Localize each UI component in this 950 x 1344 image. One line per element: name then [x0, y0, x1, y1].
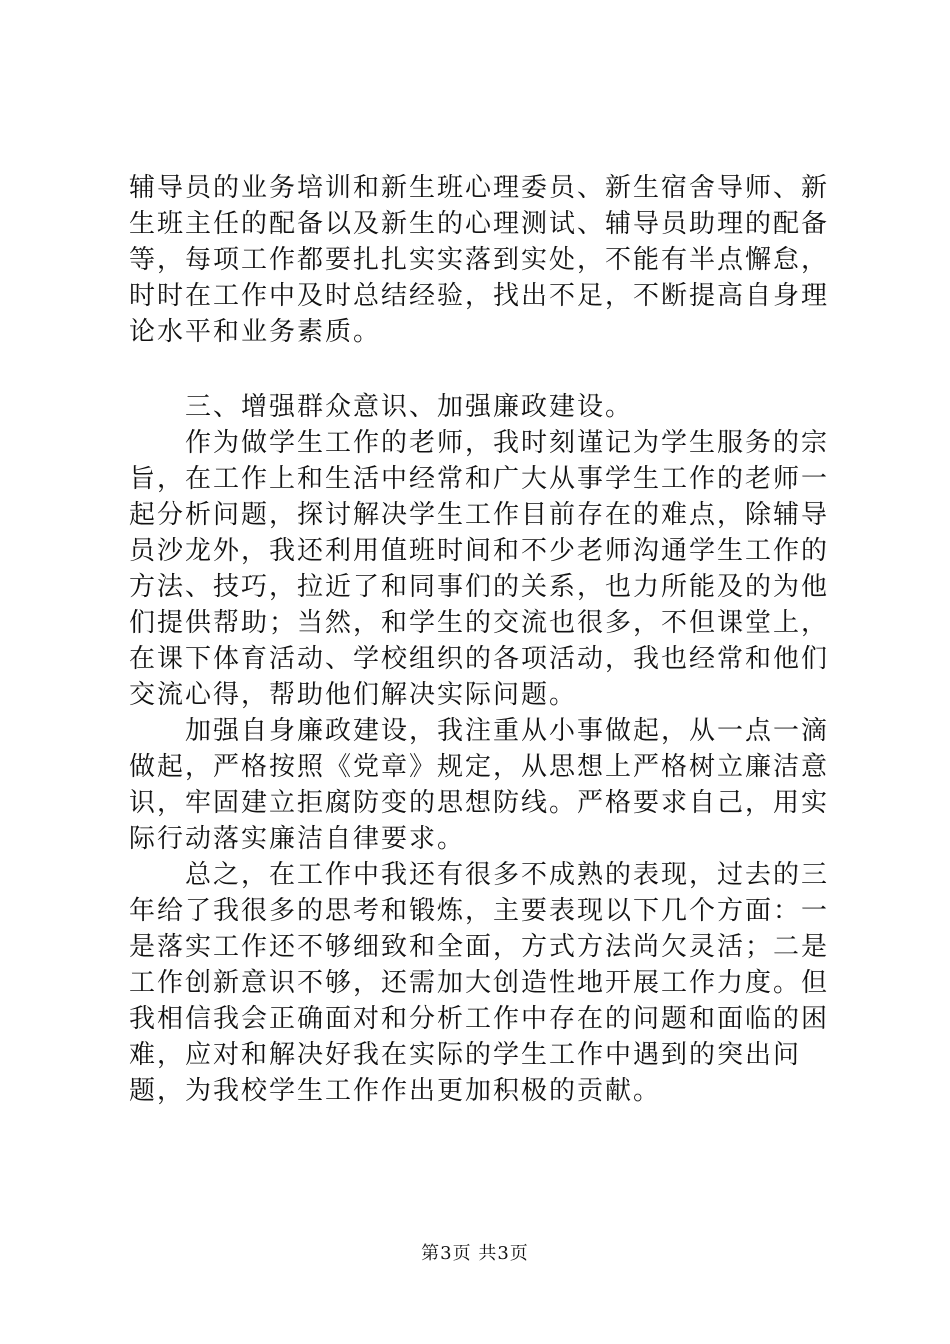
paragraph-summary: 总之，在工作中我还有很多不成熟的表现，过去的三年给了我很多的思考和锻炼，主要表现以下几个方面：一是落实工作还不够细致和全面，方式方法尚欠灵活；二是工作创新意识不够，还需加大创造性地开展工作力度。但我相信我会正确面对和分析工作中存在的问题和面临的困难，应对和解决好我在实际的学生工作中遇到的突出问题，为我校学生工作作出更加积极的贡献。	[129, 860, 830, 1106]
page-footer: 第3页 共3页	[421, 1243, 529, 1264]
paragraph-continuation: 辅导员的业务培训和新生班心理委员、新生宿舍导师、新生班主任的配备以及新生的心理测试、辅导员助理的配备等，每项工作都要扎扎实实落到实处，不能有半点懈怠，时时在工作中及时总结经验，找出不足，不断提高自身理论水平和业务素质。	[129, 173, 830, 347]
paragraph-teacher-service: 作为做学生工作的老师，我时刻谨记为学生服务的宗旨，在工作上和生活中经常和广大从事学生工作的老师一起分析问题，探讨解决学生工作目前存在的难点，除辅导员沙龙外，我还利用值班时间和不少老师沟通学生工作的方法、技巧，拉近了和同事们的关系，也力所能及的为他们提供帮助；当然，和学生的交流也很多，不但课堂上，在课下体育活动、学校组织的各项活动，我也经常和他们交流心得，帮助他们解决实际问题。	[129, 428, 830, 710]
document-body	[129, 170, 851, 1109]
section-heading: 三、增强群众意识、加强廉政建设。	[129, 392, 634, 422]
paragraph-gap	[129, 350, 851, 389]
paragraph-integrity: 加强自身廉政建设，我注重从小事做起，从一点一滴做起，严格按照《党章》规定，从思想上严格树立廉洁意识，牢固建立拒腐防变的思想防线。严格要求自己，用实际行动落实廉洁自律要求。	[129, 716, 830, 854]
